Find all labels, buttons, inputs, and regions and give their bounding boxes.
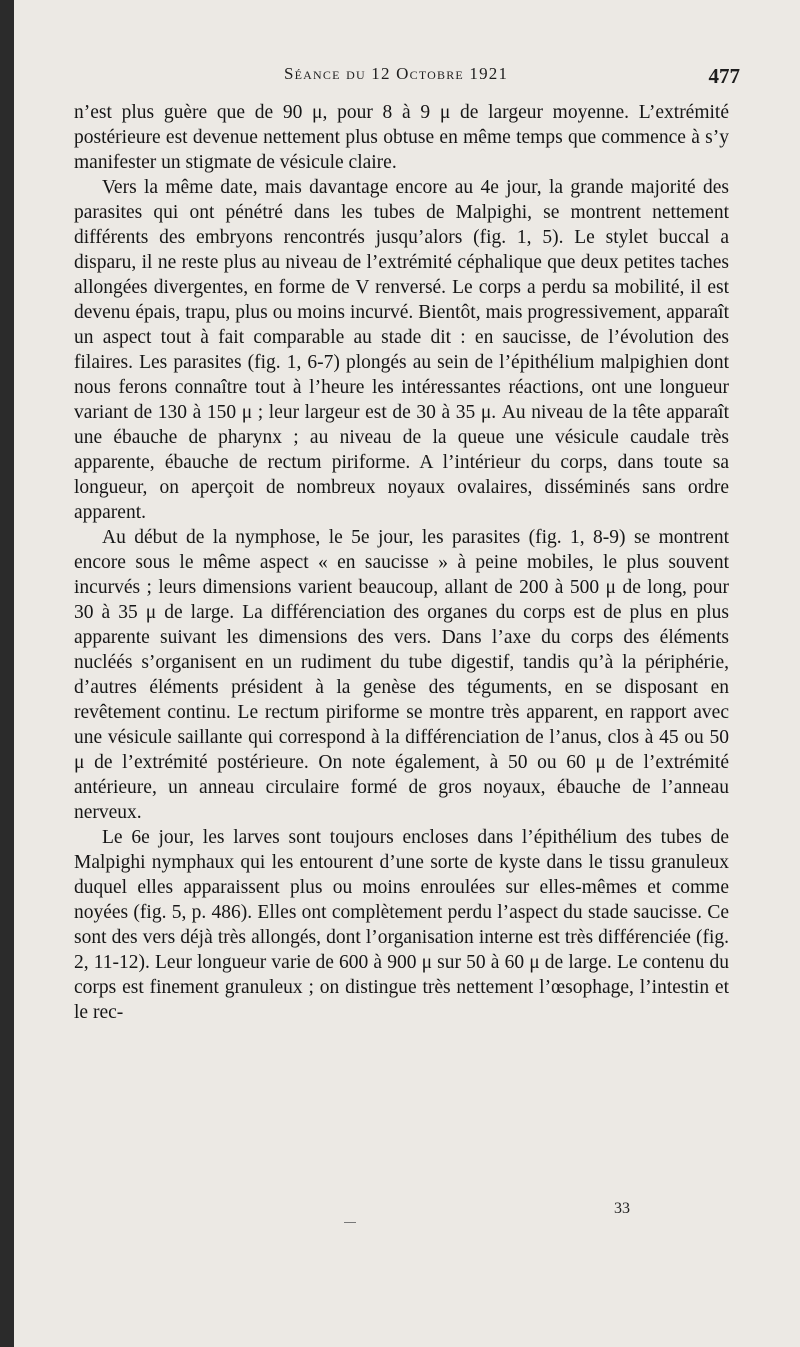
paragraph-3: Au début de la nymphose, le 5e jour, les parasites (fig. 1, 8-9) se montrent encore sous le même aspect « en saucisse » à peine mobiles, le plus souvent incurvés ; leurs dimensions varient beaucoup, allant de 200 à 500 μ de long, pour 30 à 35 μ de large. La différenciation des organes du corps est de plus en plus apparente suivant les dimensions des vers. Dans l’axe du corps des éléments nucléés s’organisent en un rudiment du tube digestif, tandis qu’à la périphérie, d’autres éléments président à la genèse des téguments, en se disposant en revêtement continu. Le rectum piriforme se montre très apparent, en rapport avec une vésicule saillante qui correspond à la différenciation de l’anus, clos à 45 ou 50 μ de l’extrémité postérieure. On note également, à 50 ou 60 μ de l’extrémité antérieure, un anneau circulaire formé de gros noyaux, ébauche de l’anneau nerveux. bbox=[74, 527, 729, 823]
bottom-dash bbox=[344, 1222, 356, 1223]
paragraph-1: n’est plus guère que de 90 μ, pour 8 à 9 μ de largeur moyenne. L’extrémité postérieure est devenue nettement plus obtuse en même temps que commence à s’y manifester un stigmate de vésicule claire. bbox=[74, 102, 729, 173]
document-page bbox=[14, 0, 800, 1347]
paragraph-2: Vers la même date, mais davantage encore au 4e jour, la grande majorité des parasites qui ont pénétré dans les tubes de Malpighi, se montrent nettement différents des embryons rencontrés jusqu’alors (fig. 1, 5). Le stylet buccal a disparu, il ne reste plus au niveau de l’extrémité céphalique que deux petites taches allongées divergentes, en forme de V renversé. Le corps a perdu sa mobilité, il est devenu épais, trapu, plus ou moins incurvé. Bientôt, mais progressivement, apparaît un aspect tout à fait comparable au stade dit : en saucisse, de l’évolution des filaires. Les parasites (fig. 1, 6-7) plongés au sein de l’épithélium malpighien dont nous ferons connaître tout à l’heure les intéressantes réactions, ont une longueur variant de 130 à 150 μ ; leur largeur est de 30 à 35 μ. Au niveau de la tête apparaît une ébauche de pharynx ; au niveau de la queue une vésicule caudale très apparente, ébauche de rectum piriforme. A l’intérieur du corps, dans toute sa longueur, on aperçoit de nombreux noyaux ovalaires, disséminés sans ordre apparent. bbox=[74, 177, 729, 523]
running-title: Séance du 12 Octobre 1921 bbox=[284, 64, 509, 83]
page-number: 477 bbox=[708, 64, 740, 88]
body-text bbox=[74, 100, 729, 1025]
page-header bbox=[14, 64, 800, 94]
signature-mark: 33 bbox=[614, 1200, 630, 1217]
paragraph-4: Le 6e jour, les larves sont toujours encloses dans l’épithélium des tubes de Malpighi nymphaux qui les entourent d’une sorte de kyste dans le tissu granuleux duquel elles apparaissent plus ou moins enroulées sur elles-mêmes et comme noyées (fig. 5, p. 486). Elles ont complètement perdu l’aspect du stade saucisse. Ce sont des vers déjà très allongés, dont l’organisation interne est très différenciée (fig. 2, 11-12). Leur longueur varie de 600 à 900 μ sur 50 à 60 μ de large. Le contenu du corps est finement granuleux ; on distingue très nettement l’œsophage, l’intestin et le rec- bbox=[74, 827, 729, 1023]
